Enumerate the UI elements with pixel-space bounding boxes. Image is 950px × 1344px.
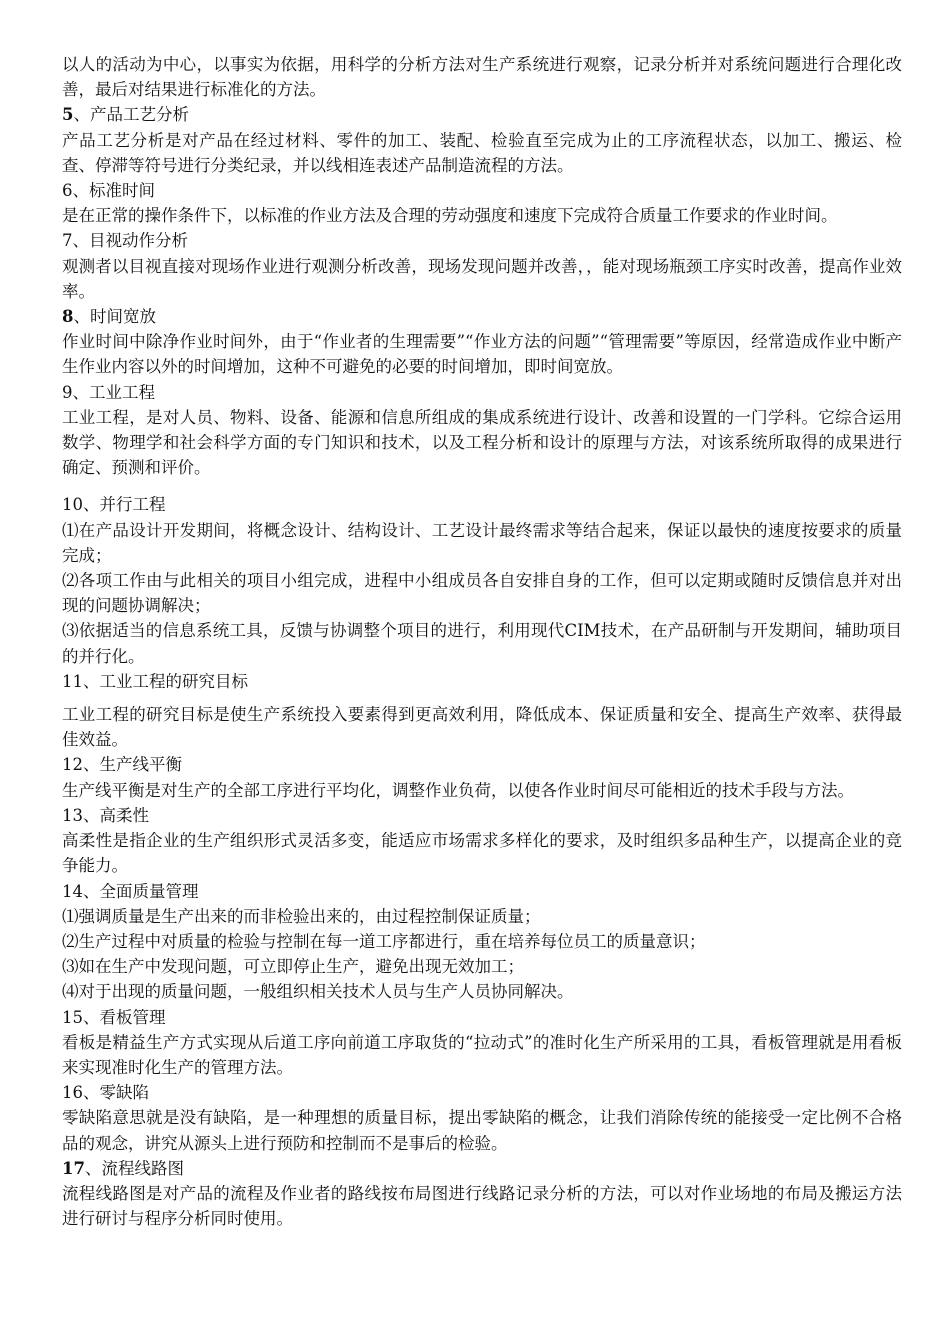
document-body: [62, 52, 902, 1231]
section-heading-15: [62, 1005, 902, 1030]
section-number: 14: [62, 881, 83, 901]
section-heading-5: [62, 102, 902, 127]
section-paragraph: 看板是精益生产方式实现从后道工序向前道工序取货的“拉动式”的准时化生产所采用的工具，看板管理就是用看板来实现准时化生产的管理方法。: [62, 1032, 902, 1077]
section-paragraph: 高柔性是指企业的生产组织形式灵活多变，能适应市场需求多样化的要求，及时组织多品种生产，以提高企业的竞争能力。: [62, 831, 902, 876]
section-number: 10: [62, 495, 83, 515]
section-title: 、流程线路图: [84, 1158, 184, 1178]
section-title: 、产品工艺分析: [73, 105, 189, 125]
list-item: ⑶如在生产中发现问题，可立即停止生产，避免出现无效加工；: [62, 957, 524, 977]
section-paragraph: 零缺陷意思就是没有缺陷，是一种理想的质量目标，提出零缺陷的概念，让我们消除传统的能接受一定比例不合格品的观念，讲究从源头上进行预防和控制而不是事后的检验。: [62, 1108, 902, 1153]
list-item: ⑵生产过程中对质量的检验与控制在每一道工序都进行，重在培养每位员工的质量意识；: [62, 931, 706, 951]
section-paragraph: 流程线路图是对产品的流程及作业者的路线按布局图进行线路记录分析的方法，可以对作业场地的布局及搬运方法进行研讨与程序分析同时使用。: [62, 1183, 902, 1229]
section-number: 8: [62, 307, 74, 327]
section-heading-12: [62, 752, 902, 777]
section-title: 、看板管理: [83, 1007, 166, 1027]
section-paragraph: 工业工程，是对人员、物料、设备、能源和信息所组成的集成系统进行设计、改善和设置的一门学科。它综合运用数学、物理学和社会科学方面的专门知识和技术，以及工程分析和设计的原理与方法，对该系统所取得的成果进行确定、预测和评价。: [62, 407, 902, 478]
section-title: 、目视动作分析: [72, 231, 188, 251]
section-paragraph: 产品工艺分析是对产品在经过材料、零件的加工、装配、检验直至完成为止的工序流程状态，以加工、搬运、检查、停滞等符号进行分类纪录，并以线相连表述产品制造流程的方法。: [62, 130, 902, 175]
list-item: ⑷对于出现的质量问题，一般组织相关技术人员与生产人员协同解决。: [62, 982, 574, 1002]
section-heading-14: [62, 879, 902, 904]
spacer: [62, 480, 902, 492]
section-heading-13: [62, 803, 902, 828]
spacer: [62, 694, 902, 702]
section-number: 13: [62, 805, 83, 825]
section-paragraph: 观测者以目视直接对现场作业进行观测分析改善，现场发现问题并改善，，能对现场瓶颈工序实时改善，提高作业效率。: [62, 256, 902, 301]
section-heading-17: [62, 1156, 902, 1181]
list-item: ⑵各项工作由与此相关的项目小组完成，进程中小组成员各自安排自身的工作，但可以定期或随时反馈信息并对出现的问题协调解决；: [62, 571, 902, 616]
section-heading-9: [62, 380, 902, 405]
section-title: 、标准时间: [72, 181, 155, 201]
section-paragraph: 是在正常的操作条件下，以标准的作业方法及合理的劳动强度和速度下完成符合质量工作要求的作业时间。: [62, 206, 838, 226]
section-title: 、并行工程: [83, 495, 166, 515]
section-title: 、生产线平衡: [83, 755, 182, 775]
section-paragraph: 生产线平衡是对生产的全部工序进行平均化，调整作业负荷，以使各作业时间尽可能相近的技术手段与方法。: [62, 780, 854, 800]
section-title: 、时间宽放: [73, 307, 156, 327]
section-title: 、工业工程的研究目标: [83, 671, 248, 691]
section-number: 6: [62, 181, 73, 201]
section-number: 16: [62, 1083, 83, 1103]
section-heading-16: [62, 1080, 902, 1105]
section-heading-8: [62, 304, 902, 329]
section-title: 、高柔性: [83, 805, 149, 825]
list-item: ⑴在产品设计开发期间，将概念设计、结构设计、工艺设计最终需求等结合起来，保证以最快的速度按要求的质量完成；: [62, 520, 902, 565]
section-paragraph: 工业工程的研究目标是使生产系统投入要素得到更高效利用，降低成本、保证质量和安全、提高生产效率、获得最佳效益。: [62, 705, 902, 750]
intro-paragraph: 以人的活动为中心，以事实为依据，用科学的分析方法对生产系统进行观察，记录分析并对系统问题进行合理化改善，最后对结果进行标准化的方法。: [62, 55, 902, 100]
section-heading-10: [62, 492, 902, 517]
section-number: 12: [62, 755, 83, 775]
section-heading-7: [62, 228, 902, 253]
section-paragraph: 作业时间中除净作业时间外，由于“作业者的生理需要”“作业方法的问题”“管理需要”等原因，经常造成作业中断产生作业内容以外的时间增加，这种不可避免的必要的时间增加，即时间宽放。: [62, 332, 902, 377]
section-heading-11: [62, 669, 902, 694]
section-number: 11: [62, 671, 83, 691]
list-item: ⑴强调质量是生产出来的而非检验出来的，由过程控制保证质量；: [62, 906, 541, 926]
list-item: ⑶依据适当的信息系统工具，反馈与协调整个项目的进行，利用现代CIM技术，在产品研制与开发期间，辅助项目的并行化。: [62, 621, 902, 666]
section-number: 15: [62, 1007, 83, 1027]
section-title: 、零缺陷: [83, 1083, 149, 1103]
section-heading-6: [62, 178, 902, 203]
section-title: 、全面质量管理: [83, 881, 199, 901]
section-number: 7: [62, 231, 73, 251]
section-number: 9: [62, 382, 73, 402]
section-number: 17: [62, 1158, 85, 1178]
section-title: 、工业工程: [72, 382, 155, 402]
section-number: 5: [62, 105, 74, 125]
